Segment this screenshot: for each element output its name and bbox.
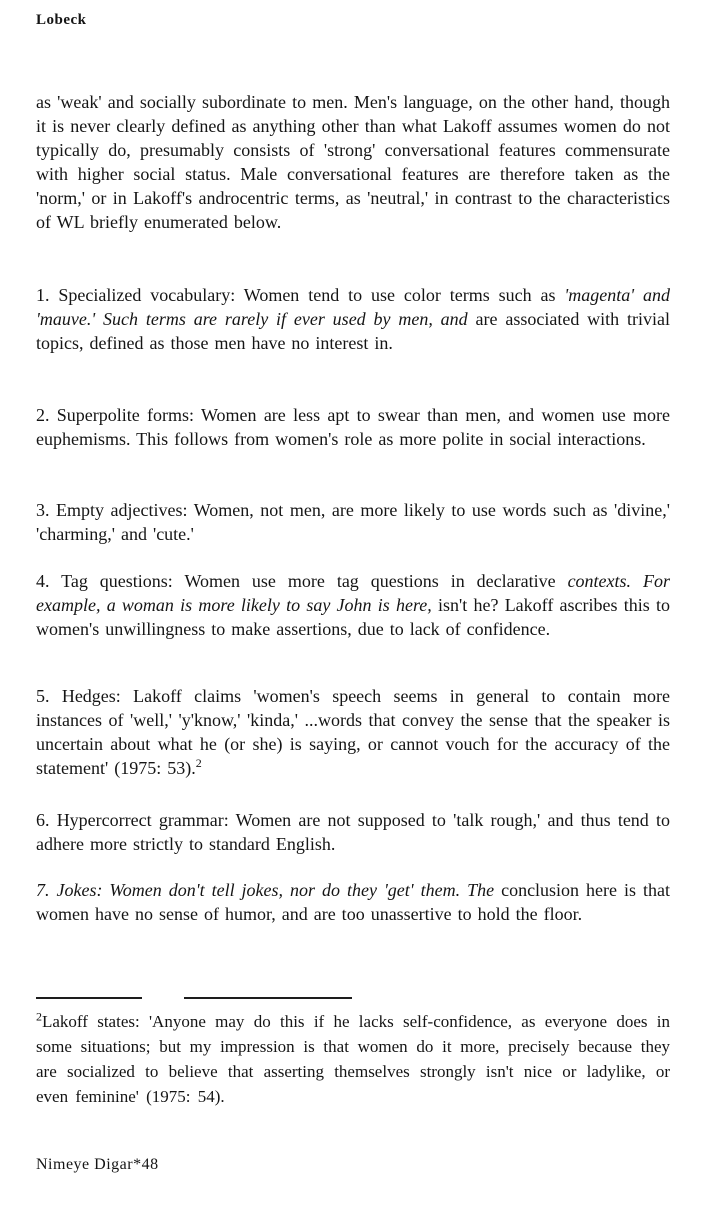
footnote-separator-segment [36,997,142,999]
intro-paragraph: as 'weak' and socially subordinate to men. Men's language, on the other hand, though it is never clearly defined as anything other than what Lakoff assumes women do not typically do, presumably consists of 'strong' conversational features commensurate with higher social status. Male conversational features are therefore taken as the 'norm,' or in Lakoff's androcentric terms, as 'neutral,' in contrast to the characteristics of WL briefly enumerated below. [36,92,670,232]
list-item-6-hypercorrect-grammar: 6. Hypercorrect grammar: Women are not supposed to 'talk rough,' and thus tend to adhere more strictly to standard English. [36,810,670,854]
footnote-marker: 2 [36,1009,42,1024]
list-item-7-jokes: 7. Jokes: Women don't tell jokes, nor do they 'get' them. The conclusion here is that women have no sense of humor, and are too unassertive to hold the floor. [36,880,670,924]
list-item-5-hedges: 5. Hedges: Lakoff claims 'women's speech seems in general to contain more instances of 'well,' 'y'know,' 'kinda,' ...words that convey the sense that the speaker is uncertain about what he (or she) is saying, or cannot vouch for the accuracy of the statement' (1975: 53).$^2$ [36,686,670,778]
list-item-2-superpolite-forms: 2. Superpolite forms: Women are less apt to swear than men, and women use more euphemisms. This follows from women's role as more polite in social interactions. [36,405,670,449]
list-item-1-specialized-vocabulary: 1. Specialized vocabulary: Women tend to use color terms such as 'magenta' and 'mauve.' Such terms are rarely if ever used by men, and are associated with trivial topics, defined as those men have no interest in. [36,285,670,353]
footnote-separator [36,997,670,1000]
footnote-text: Lakoff states: 'Anyone may do this if he lacks self-confidence, as everyone does in some situations; but my impression is that women do it more, precisely because they are socialized to believe that asserting themselves strongly isn't nice or ladylike, or even feminine' (1975: 54). [36,1012,670,1106]
list-item-3-empty-adjectives: 3. Empty adjectives: Women, not men, are more likely to use words such as 'divine,' 'charming,' and 'cute.' [36,500,670,544]
list-item-4-tag-questions: 4. Tag questions: Women use more tag questions in declarative contexts. For example, a woman is more likely to say John is here, isn't he? Lakoff ascribes this to women's unwillingness to make assertions, due to lack of confidence. [36,571,670,639]
running-footer-journal-page: Nimeye Digar*48 [36,1156,159,1173]
footnote-separator-segment [184,997,352,999]
footnote [36,1009,670,1109]
running-header-author: Lobeck [36,12,87,28]
